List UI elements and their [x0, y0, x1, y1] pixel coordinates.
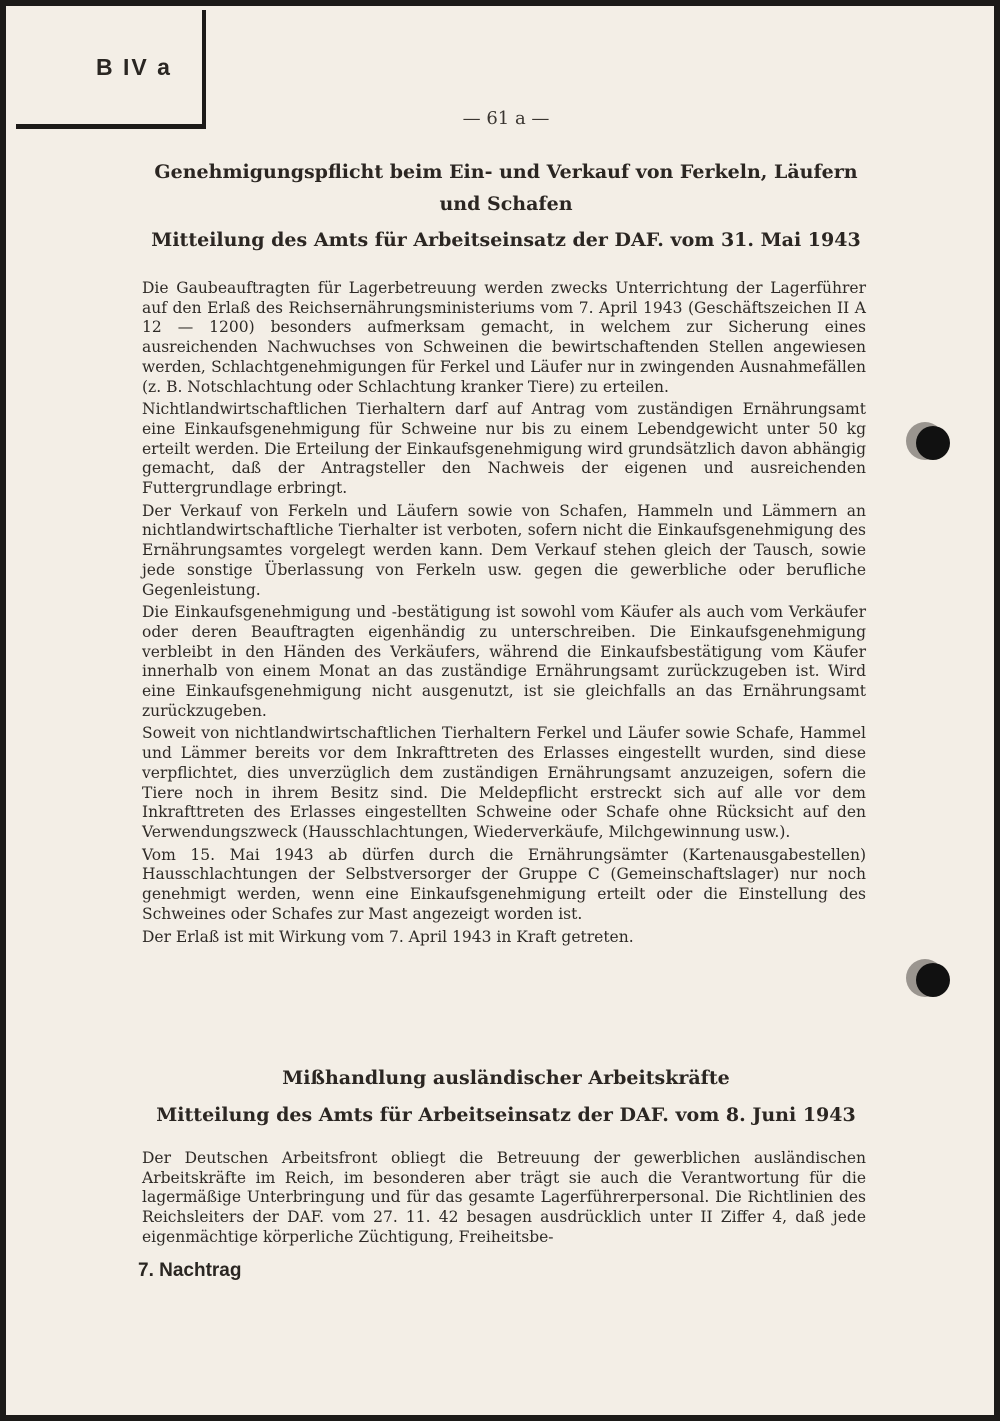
section1-subtitle: Mitteilung des Amts für Arbeitseinsatz der DAF. vom 31. Mai 1943: [151, 229, 861, 251]
paragraph: Der Erlaß ist mit Wirkung vom 7. April 1943 in Kraft getreten.: [142, 927, 634, 946]
section2-title: Mißhandlung ausländischer Arbeitskräfte: [282, 1067, 730, 1089]
paragraph: Die Gaubeauftragten für Lagerbetreuung werden zwecks Unterrichtung der Lagerführer auf den Erlaß des Reichsernährungsministeriums vom 7. April 1943 (Geschäftszeichen II A 12 — 1200) besonders aufmerksam gemacht, in welchem zur Sicherung eines ausreichenden Nachwuchses von Schweinen die bewirtschaftenden Stellen angewiesen werden, Schlachtgenehmigungen für Ferkel und Läufer nur in zwingenden Ausnahmefällen (z. B. Notschlachtung oder Schlachtung kranker Tiere) zu erteilen.: [142, 279, 866, 396]
paragraph: Der Verkauf von Ferkeln und Läufern sowie von Schafen, Hammeln und Lämmern an nichtlandwirtschaftliche Tierhalter ist verboten, sofern nicht die Einkaufsgenehmigung des Ernährungsamtes vorgelegt werden kann. Dem Verkauf stehen gleich der Tausch, sowie jede sonstige Überlassung von Ferkeln usw. gegen die gewerbliche oder berufliche Gegenleistung.: [142, 501, 866, 599]
section2-body: [142, 1149, 866, 1251]
section1-title: [146, 156, 866, 220]
paragraph: Die Einkaufsgenehmigung und -bestätigung ist sowohl vom Käufer als auch vom Verkäufer oder deren Beauftragten eigenhändig zu unterschreiben. Die Einkaufsgenehmigung verbleibt in den Händen des Verkäufers, während die Einkaufsbestätigung vom Käufer innerhalb von einem Monat an das zuständige Ernährungsamt zurückzugeben ist. Wird eine Einkaufsgenehmigung nicht ausgenutzt, ist sie gleichfalls an das Ernährungsamt zurückzugeben.: [142, 603, 866, 720]
section1-title-line2: und Schafen: [439, 193, 573, 215]
punch-hole: [916, 426, 950, 460]
paragraph: Soweit von nichtlandwirtschaftlichen Tierhaltern Ferkel und Läufer sowie Schafe, Hammel und Lämmer bereits vor dem Inkrafttreten des Erlasses eingestellt wurden, sind diese verpflichtet, dies unverzüglich dem zuständigen Ernährungsamt anzuzeigen, sofern die Tiere noch in ihrem Besitz sind. Die Meldepflicht erstreckt sich auf alle vor dem Inkrafttreten des Erlasses eingestellten Schweine oder Schafe ohne Rücksicht auf den Verwendungszweck (Hausschlachtungen, Wiederverkäufe, Milchgewinnung usw.).: [142, 724, 866, 841]
section1-body: [142, 279, 866, 950]
paragraph: Vom 15. Mai 1943 ab dürfen durch die Ernährungsämter (Kartenausgabestellen) Hausschlachtungen der Selbstversorger der Gruppe C (Gemeinschaftslager) nur noch genehmigt werden, wenn eine Einkaufsgenehmigung erteilt oder die Einstellung des Schweines oder Schafes zur Mast angezeigt worden ist.: [142, 845, 866, 923]
paragraph: Der Deutschen Arbeitsfront obliegt die Betreuung der gewerblichen ausländischen Arbeitskräfte im Reich, im besonderen aber trägt sie auch die Verantwortung für die lagermäßige Unterbringung und für das gesamte Lagerführerpersonal. Die Richtlinien des Reichsleiters der DAF. vom 27. 11. 42 besagen ausdrücklich unter II Ziffer 4, daß jede eigenmächtige körperliche Züchtigung, Freiheitsbe-: [142, 1149, 866, 1246]
section2-subtitle: Mitteilung des Amts für Arbeitseinsatz der DAF. vom 8. Juni 1943: [156, 1104, 856, 1126]
paragraph: Nichtlandwirtschaftlichen Tierhaltern darf auf Antrag vom zuständigen Ernährungsamt eine Einkaufsgenehmigung für Schweine nur bis zu einem Lebendgewicht unter 50 kg erteilt werden. Die Erteilung der Einkaufsgenehmigung wird grundsätzlich davon abhängig gemacht, daß der Antragsteller den Nachweis der eigenen und ausreichenden Futtergrundlage erbringt.: [142, 400, 866, 498]
section1-title-line1: Genehmigungspflicht beim Ein- und Verkauf von Ferkeln, Läufern: [154, 161, 858, 183]
page-number: — 61 a —: [462, 108, 550, 129]
punch-hole: [916, 963, 950, 997]
section-code-label: B IV a: [96, 54, 172, 80]
supplement-label: 7. Nachtrag: [138, 1260, 242, 1281]
